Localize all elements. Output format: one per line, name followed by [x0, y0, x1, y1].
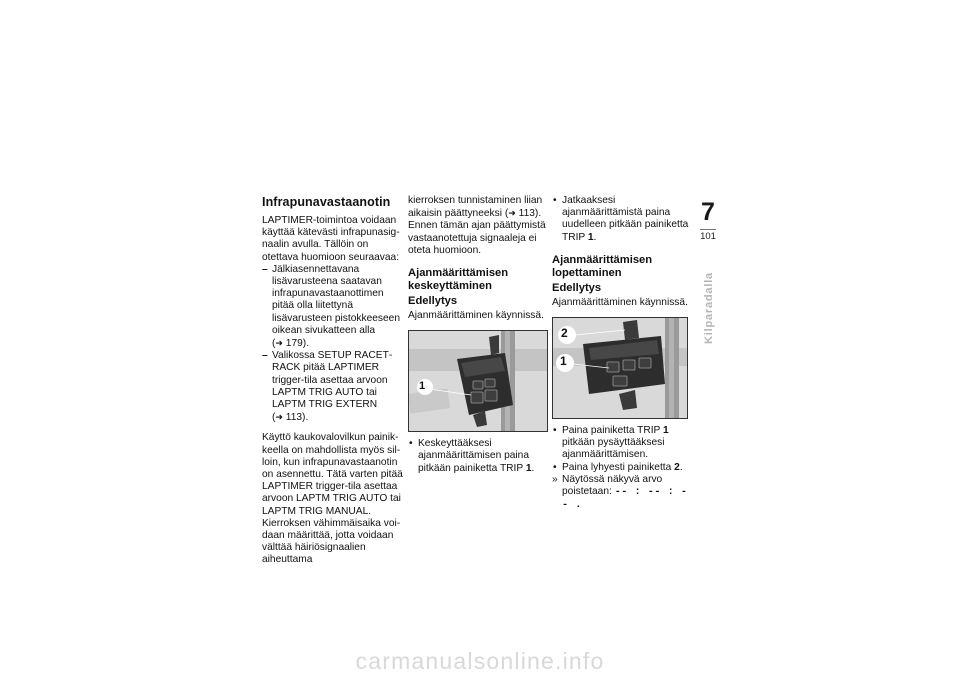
page-reference[interactable]: (➜ 113).	[272, 412, 309, 424]
chapter-title-vertical: Kilparadalla	[703, 272, 715, 344]
requirement-item: – Jälkiasennettavana lisävarusteena saatavan infrapunavastaanottimen pitää olla liitettynä lisävarusteen pistokkeeseen oikean sivukatteen alla (➜ 179).	[262, 264, 404, 350]
result-item: » Näytössä näkyvä arvo poistetaan: -- : -- : -- .	[552, 474, 690, 513]
handlebar-switch-figure	[408, 330, 548, 432]
step-item: • Jatkaaksesi ajanmäärittämistä paina uudelleen pitkään painiketta TRIP 1.	[552, 195, 690, 244]
condition-text: Ajanmäärittäminen käynnissä.	[552, 296, 688, 308]
chapter-number: 7	[701, 198, 715, 226]
step-item: • Keskeyttääksesi ajanmäärittämisen paina pitkään painiketta TRIP 1.	[408, 438, 548, 475]
step-list	[552, 425, 690, 512]
chapter-divider	[700, 229, 716, 230]
intro-paragraph: LAPTIMER-toimintoa voidaan käyttää kätevästi infrapunasignaalin avulla. Tällöin on otettava huomioon seuraavaa:	[262, 215, 400, 263]
heading-stop-timing: Ajanmäärittämisen lopettaminen	[552, 253, 653, 279]
page-reference[interactable]: (➜ 179).	[272, 338, 310, 350]
requirement-item: – Valikossa SETUP RACETRACK pitää LAPTIMER trigger-tila asettaa arvoon LAPTM TRIG AUTO tai LAPTM TRIG EXTERN (➜ 113).	[262, 350, 404, 424]
min-lap-time-paragraph: Kierroksen vähimmäisaika voidaan määrittää, jotta voidaan välttää häiriösignaalien aiheuttama	[262, 517, 401, 566]
figure-callout-2: 2	[561, 326, 568, 341]
high-beam-paragraph: Käyttö kaukovalovilkun painikkeella on mahdollista myös silloin, kun infrapunavastaanotin on asennettu. Tätä varten pitää LAPTIMER trigger-tila asettaa arvoon LAPTM TRIG AUTO tai LAPTM TRIG MANUAL.	[262, 432, 403, 517]
subheading-condition: Edellytys	[408, 295, 458, 308]
continued-paragraph: kierroksen tunnistaminen liian aikaisin päättyneeksi (➜ 113). Ennen tämän ajan päättymistä vastaanotettuja signaaleja ei oteta huomioon.	[408, 195, 546, 256]
column-infrared-receiver	[262, 195, 404, 567]
subheading-condition: Edellytys	[552, 281, 602, 294]
figure-callout-1: 1	[560, 354, 567, 369]
column-stop-timing	[552, 195, 690, 512]
heading-interrupt-timing: Ajanmäärittämisen keskeyttäminen	[408, 267, 509, 293]
figure-callout-1: 1	[419, 380, 426, 393]
handlebar-switch-figure	[552, 317, 688, 419]
arrow-right-icon: ➜	[275, 338, 283, 349]
column-interrupt-timing	[408, 195, 548, 475]
page-reference[interactable]: (➜ 113)	[504, 208, 539, 220]
continued-step-list	[552, 195, 690, 244]
step-item: • Paina lyhyesti painiketta 2.	[552, 462, 690, 474]
section-title-infrared-receiver: Infrapunavastaanotin	[262, 195, 391, 209]
condition-text: Ajanmäärittäminen käynnissä.	[408, 310, 544, 322]
watermark: carmanualsonline.info	[355, 648, 605, 674]
arrow-right-icon: ➜	[508, 208, 516, 219]
display-value: -- : -- : -- .	[562, 487, 688, 512]
step-item: • Paina painiketta TRIP 1 pitkään pysäyttääksesi ajanmäärittämisen.	[552, 425, 690, 462]
arrow-right-icon: ➜	[275, 412, 283, 423]
step-list	[408, 438, 548, 475]
requirements-list	[262, 264, 404, 425]
page-number: 101	[700, 231, 716, 242]
